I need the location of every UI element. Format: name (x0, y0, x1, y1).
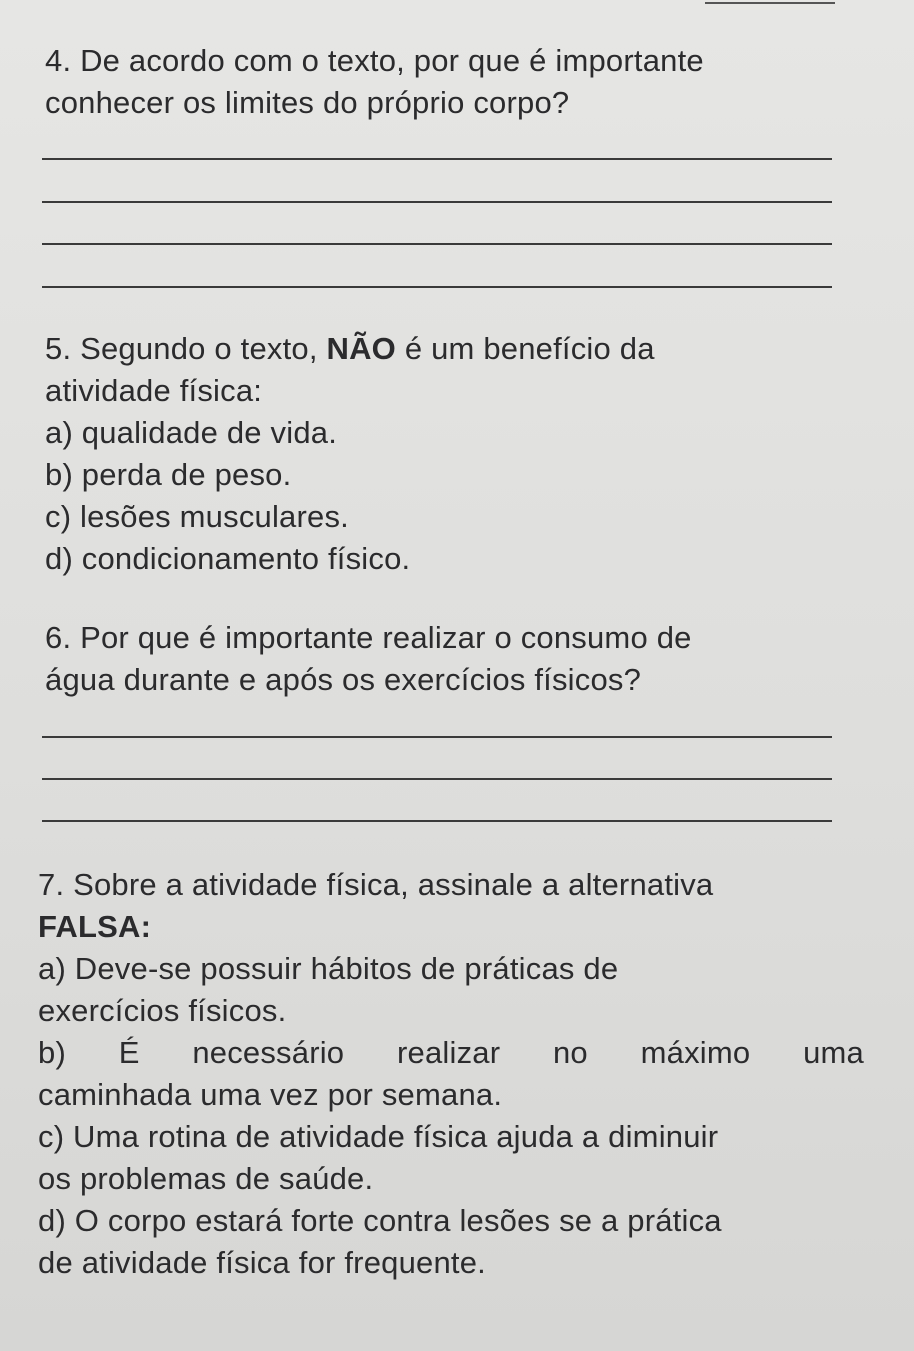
question-5-option-c[interactable]: c) lesões musculares. (45, 499, 349, 534)
answer-line-4-3[interactable] (42, 243, 832, 245)
question-7-emphasis: FALSA: (38, 909, 152, 944)
question-6 (45, 617, 692, 701)
top-divider (705, 2, 835, 4)
question-7-option-d-2[interactable]: de atividade física for frequente. (38, 1245, 486, 1280)
question-5-option-b[interactable]: b) perda de peso. (45, 457, 292, 492)
question-5-text-c: é um benefício da (396, 331, 655, 366)
question-7-option-d-1[interactable]: d) O corpo estará forte contra lesões se a prática (38, 1203, 722, 1238)
question-5 (45, 328, 655, 580)
answer-line-4-1[interactable] (42, 158, 832, 160)
question-5-line-2: atividade física: (45, 373, 263, 408)
question-6-line-1: 6. Por que é importante realizar o consumo de (45, 620, 692, 655)
question-4 (45, 40, 704, 124)
answer-line-6-2[interactable] (42, 778, 832, 780)
answer-line-6-1[interactable] (42, 736, 832, 738)
question-5-text-a: 5. Segundo o texto, (45, 331, 327, 366)
question-7-line-2 (38, 906, 864, 948)
question-5-option-d[interactable]: d) condicionamento físico. (45, 541, 411, 576)
question-7-option-c-1[interactable]: c) Uma rotina de atividade física ajuda a diminuir (38, 1119, 719, 1154)
question-7-option-c-2[interactable]: os problemas de saúde. (38, 1161, 374, 1196)
question-5-emphasis: NÃO (326, 331, 396, 366)
question-7-line-1: 7. Sobre a atividade física, assinale a alternativa (38, 867, 714, 902)
question-5-option-a[interactable]: a) qualidade de vida. (45, 415, 338, 450)
question-6-line-2: água durante e após os exercícios físicos? (45, 662, 642, 697)
question-7-option-a-1[interactable]: a) Deve-se possuir hábitos de práticas de (38, 951, 619, 986)
answer-line-4-4[interactable] (42, 286, 832, 288)
question-5-line-1 (45, 328, 655, 370)
question-7-option-b-1[interactable]: b) É necessário realizar no máximo uma (38, 1035, 864, 1070)
question-7 (38, 864, 864, 1284)
question-4-line-2: conhecer os limites do próprio corpo? (45, 85, 570, 120)
answer-line-6-3[interactable] (42, 820, 832, 822)
question-4-line-1: 4. De acordo com o texto, por que é importante (45, 43, 704, 78)
question-7-option-a-2[interactable]: exercícios físicos. (38, 993, 287, 1028)
answer-line-4-2[interactable] (42, 201, 832, 203)
question-7-option-b-2[interactable]: caminhada uma vez por semana. (38, 1077, 503, 1112)
